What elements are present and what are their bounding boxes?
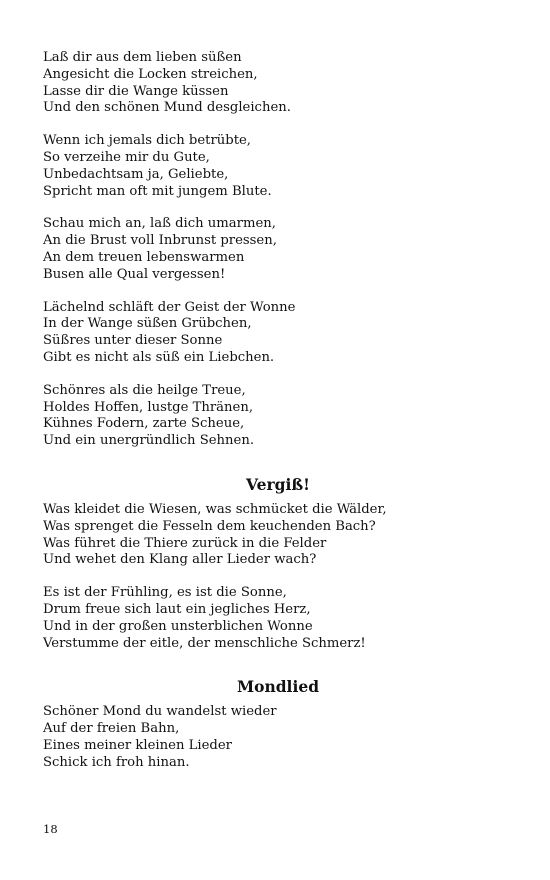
- poem-vergiss: [43, 476, 513, 652]
- verse-line: Drum freue sich laut ein jegliches Herz,: [43, 601, 311, 617]
- verse-line: Und ein unergründlich Sehnen.: [43, 433, 255, 449]
- verse-line: Angesicht die Locken streichen,: [43, 66, 258, 82]
- verse-line: Lasse dir die Wange küssen: [43, 83, 229, 99]
- verse-line: Was kleidet die Wiesen, was schmücket die Wälder,: [43, 501, 387, 517]
- poem-mondlied: [43, 678, 513, 771]
- verse-line: In der Wange süßen Grübchen,: [43, 316, 252, 332]
- verse-line: Eines meiner kleinen Lieder: [43, 737, 232, 753]
- verse-line: Und wehet den Klang aller Lieder wach?: [43, 552, 317, 568]
- verse-line: Und den schönen Mund desgleichen.: [43, 100, 291, 116]
- verse-line: An die Brust voll Inbrunst pressen,: [43, 233, 277, 249]
- poem-title: Mondlied: [236, 677, 320, 697]
- poem-continuation: [43, 50, 513, 450]
- verse-line: Was sprenget die Fesseln dem keuchenden Bach?: [43, 518, 376, 534]
- verse-line: Schönres als die heilge Treue,: [43, 382, 246, 398]
- verse-line: Gibt es nicht als süß ein Liebchen.: [43, 349, 275, 365]
- verse-line: Kühnes Fodern, zarte Scheue,: [43, 416, 245, 432]
- verse-line: So verzeihe mir du Gute,: [43, 149, 210, 165]
- poem-title: Vergiß!: [246, 474, 310, 494]
- verse-line: Wenn ich jemals dich betrübte,: [43, 133, 251, 149]
- verse-line: Lächelnd schläft der Geist der Wonne: [43, 299, 296, 315]
- verse-line: An dem treuen lebenswarmen: [43, 249, 245, 265]
- verse-line: Was führet die Thiere zurück in die Felder: [43, 535, 327, 551]
- verse-line: Es ist der Frühling, es ist die Sonne,: [43, 585, 287, 601]
- verse-line: Schick ich froh hinan.: [43, 754, 190, 770]
- stanza: [43, 704, 513, 771]
- verse-line: Schöner Mond du wandelst wieder: [43, 704, 277, 720]
- verse-line: Unbedachtsam ja, Geliebte,: [43, 166, 229, 182]
- stanza: [43, 300, 513, 367]
- verse-line: Süßres unter dieser Sonne: [43, 333, 223, 349]
- verse-line: Auf der freien Bahn,: [43, 721, 180, 737]
- verse-line: Verstumme der eitle, der menschliche Schmerz!: [43, 635, 366, 651]
- page-body: [43, 50, 513, 788]
- verse-line: Schau mich an, laß dich umarmen,: [43, 216, 276, 232]
- stanza: [43, 50, 513, 117]
- stanza: [43, 383, 513, 450]
- stanza: [43, 216, 513, 283]
- verse-line: Busen alle Qual vergessen!: [43, 266, 226, 282]
- verse-line: Laß dir aus dem lieben süßen: [43, 50, 242, 65]
- stanza: [43, 133, 513, 200]
- verse-line: Holdes Hoffen, lustge Thränen,: [43, 399, 254, 415]
- stanza: [43, 502, 513, 569]
- verse-line: Und in der großen unsterblichen Wonne: [43, 618, 313, 634]
- page-number: 18: [43, 822, 58, 836]
- verse-line: Spricht man oft mit jungem Blute.: [43, 183, 272, 199]
- stanza: [43, 585, 513, 652]
